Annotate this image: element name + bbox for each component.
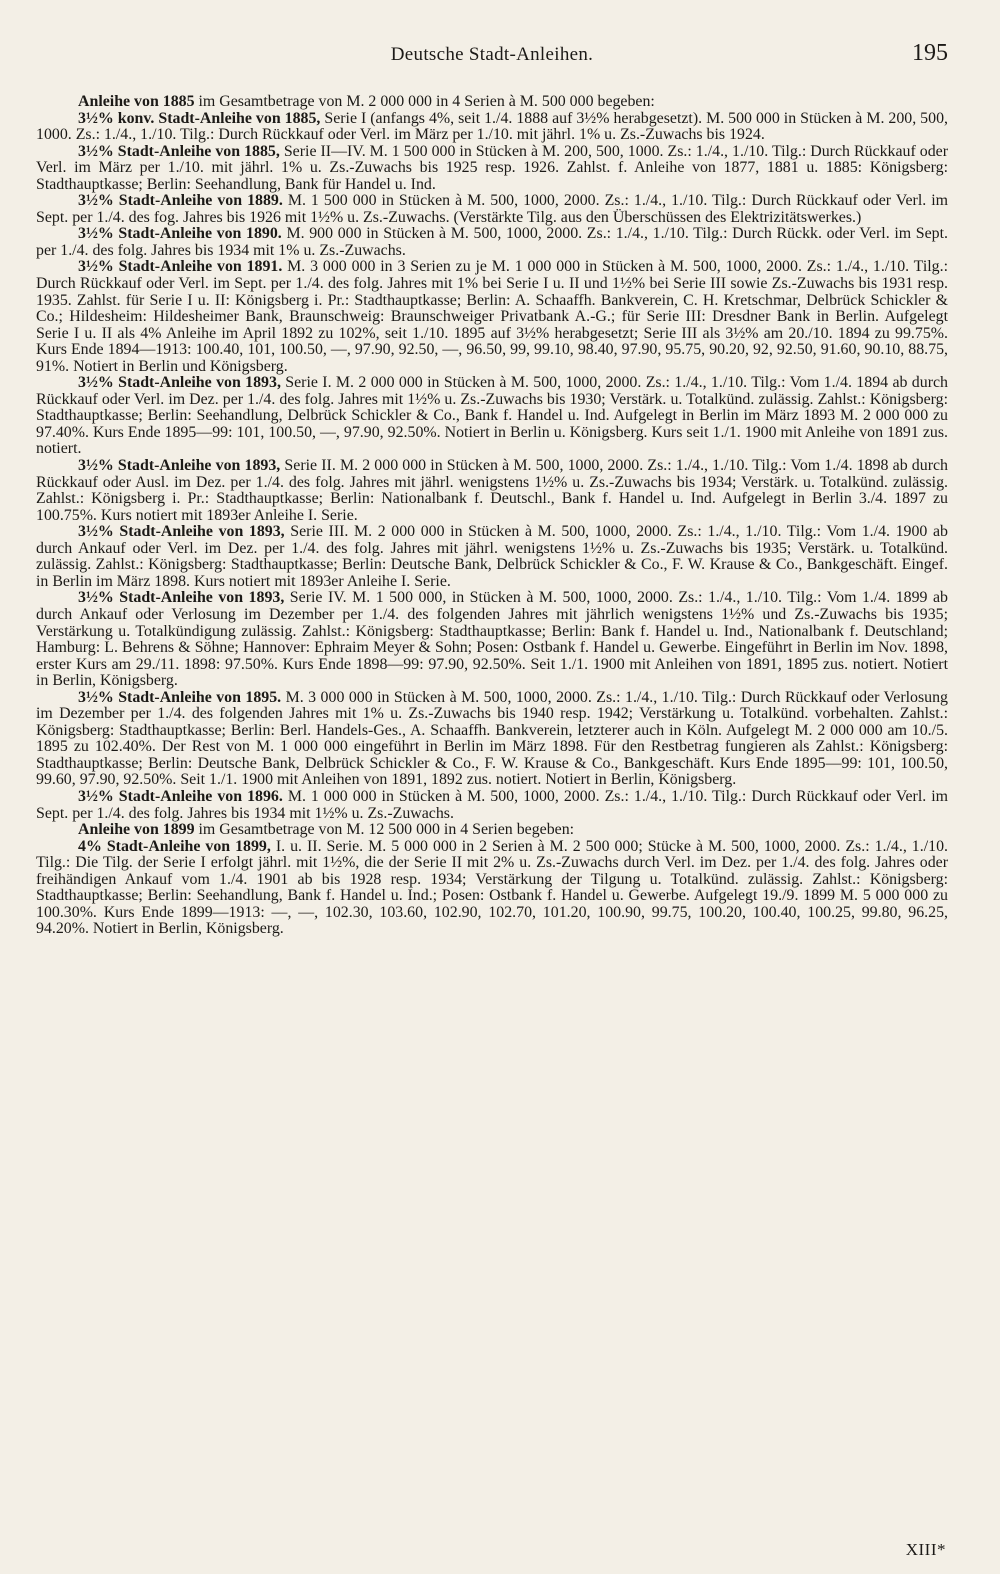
entry-paragraph — [36, 590, 948, 689]
entry-text: Serie II. M. 2 000 000 in Stücken à M. 500, 1000, 2000. Zs.: 1./4., 1./10. Tilg.: Vom 1./4. 1898 ab durch Rückkauf oder Ausl. im Dez. per 1./4. des folg. Jahres mit jährl. wenigstens 1½% u. Zs.-Zuwachs bis 1934; Verstärk. u. Totalkünd. zulässig. Zahlst.: Königsberg i. Pr.: Stadthauptkasse; Berlin: Nationalbank f. Deutschl., Bank f. Handel u. Ind. Aufgelegt in Berlin 3./4. 1897 zu 100.75%. Kurs notiert mit 1893er Anleihe I. Serie. — [36, 457, 948, 524]
entry-paragraph — [36, 789, 948, 822]
entry-text: M. 3 000 000 in Stücken à M. 500, 1000, 2000. Zs.: 1./4., 1./10. Tilg.: Durch Rückkauf oder Verlosung im Dezember per 1./4. des folgenden Jahres mit 1% u. Zs.-Zuwachs bis 1940 resp. 1942; Verstärkung u. Totalkünd. vorbehalten. Zahlst.: Königsberg: Stadthauptkasse; Berlin: Berl. Handels-Ges., A. Schaaffh. Bankverein, letzterer auch in Köln. Aufgelegt M. 2 000 000 am 10./5. 1895 zu 102.40%. Der Rest von M. 1 000 000 eingeführt in Berlin im März 1898. Für den Restbetrag fungieren als Zahlst.: Königsberg: Stadthauptkasse; Berlin: Deutsche Bank, Delbrück Schickler & Co., F. W. Krause & Co., Bankgeschäft. Kurs Ende 1895—99: 101, 100.50, 99.60, 97.90, 92.50%. Seit 1./1. 1900 mit Anleihen von 1891, 1892 zus. notiert. Notiert in Berlin, Königsberg. — [36, 688, 948, 789]
entry-text: Serie I. M. 2 000 000 in Stücken à M. 500, 1000, 2000. Zs.: 1./4., 1./10. Tilg.: Vom 1./4. 1894 ab durch Rückkauf oder Verl. im Dez. per 1./4. des folg. Jahres mit 1½% u. Zs.-Zuwachs bis 1930; Verstärk. u. Totalkünd. zulässig. Zahlst.: Königsberg: Stadthauptkasse; Berlin: Seehandlung, Delbrück Schickler & Co., Bank f. Handel u. Ind. Aufgelegt in Berlin im März 1893 M. 2 000 000 zu 97.40%. Kurs Ende 1895—99: 101, 100.50, —, 97.90, 92.50%. Notiert in Berlin u. Königsberg. Kurs seit 1./1. 1900 mit Anleihe von 1891 zus. notiert. — [36, 374, 948, 458]
entry-heading: 4% Stadt-Anleihe von 1899, — [78, 837, 271, 855]
entry-paragraph — [36, 458, 948, 524]
entry-paragraph — [36, 144, 948, 194]
entry-heading: 3½% konv. Stadt-Anleihe von 1885, — [78, 109, 321, 127]
entry-text: Serie II—IV. M. 1 500 000 in Stücken à M. 200, 500, 1000. Zs.: 1./4., 1./10. Tilg.: Durch Rückkauf oder Verl. im März per 1./10. mit jährl. 1% u. Zs.-Zuwachs bis 1925 resp. 1926. Zahlst. f. Anleihe von 1877, 1881 u. 1885: Königsberg: Stadthauptkasse; Berlin: Seehandlung, Bank für Handel u. Ind. — [36, 142, 948, 193]
running-title: Deutsche Stadt-Anleihen. — [390, 44, 594, 65]
entry-text: I. u. II. Serie. M. 5 000 000 in 2 Serien à M. 2 500 000; Stücke à M. 500, 1000, 2000. Zs.: 1./4., 1./10. Tilg.: Die Tilg. der Serie I erfolgt jährl. mit 1½%, die der Serie II mit 2% u. Zs.-Zuwachs durch Verl. im Dez. per 1./4. des folg. Jahres oder freihändigen Ankauf vom 1./4. 1901 ab bis 1928 resp. 1934; Verstärkung der Tilgung u. Totalkünd. zulässig. Zahlst.: Königsberg: Stadthauptkasse; Berlin: Seehandlung, Bank f. Handel u. Ind.; Posen: Ostbank f. Handel u. Gewerbe. Aufgelegt 19./9. 1899 M. 5 000 000 zu 100.30%. Kurs Ende 1899—1913: —, —, 102.30, 103.60, 102.90, 102.70, 101.20, 100.90, 99.75, 100.20, 100.40, 100.25, 99.80, 96.25, 94.20%. Notiert in Berlin, Königsberg. — [36, 837, 949, 938]
entry-heading: 3½% Stadt-Anleihe von 1893, — [78, 374, 281, 392]
entry-paragraph — [36, 226, 948, 259]
entry-heading: Anleihe von 1899 — [78, 821, 195, 839]
entry-heading: 3½% Stadt-Anleihe von 1893, — [78, 589, 285, 607]
text-body — [36, 94, 948, 938]
entry-paragraph — [36, 690, 948, 789]
entry-paragraph — [36, 111, 948, 144]
entry-heading: 3½% Stadt-Anleihe von 1890. — [78, 225, 282, 243]
sheet-signature: XIII* — [905, 1540, 946, 1559]
entry-paragraph — [36, 839, 948, 938]
entry-text: Serie IV. M. 1 500 000, in Stücken à M. 500, 1000, 2000. Zs.: 1./4., 1./10. Tilg.: Vom 1./4. 1899 ab durch Ankauf oder Verlosung im Dezember per 1./4. des folgenden Jahres mit jährlich wenigstens 1½% und Zs.-Zuwachs bis 1935; Verstärkung u. Totalkündigung zulässig. Zahlst.: Königsberg: Stadthauptkasse; Berlin: Bank f. Handel u. Ind., Nationalbank f. Deutschland; Hamburg: L. Behrens & Söhne; Hannover: Ephraim Meyer & Sohn; Posen: Ostbank f. Handel u. Gewerbe. Eingeführt in Berlin im Nov. 1898, erster Kurs am 29./11. 1898: 97.50%. Kurs Ende 1898—99: 97.90, 92.50%. Seit 1./1. 1900 mit Anleihen von 1891, 1895 zus. notiert. Notiert in Berlin, Königsberg. — [36, 589, 948, 690]
entry-paragraph — [36, 94, 948, 111]
entry-heading: 3½% Stadt-Anleihe von 1895. — [78, 688, 282, 706]
entry-text: im Gesamtbetrage von M. 12 500 000 in 4 Serien begeben: — [194, 821, 575, 839]
entry-paragraph — [36, 524, 948, 590]
entry-text: M. 1 000 000 in Stücken à M. 500, 1000, 2000. Zs.: 1./4., 1./10. Tilg.: Durch Rückkauf oder Verl. im Sept. per 1./4. des folg. Jahres bis 1934 mit 1½% u. Zs.-Zuwachs. — [36, 787, 948, 822]
entry-text: Serie III. M. 2 000 000 in Stücken à M. 500, 1000, 2000. Zs.: 1./4., 1./10. Tilg.: Vom 1./4. 1900 ab durch Ankauf oder Verl. im Dez. per 1./4. des folg. Jahres mit jährl. wenigstens 1½% u. Zs.-Zuwachs bis 1935; Verstärk. u. Totalkünd. zulässig. Zahlst.: Königsberg: Stadthauptkasse; Berlin: Deutsche Bank, Delbrück Schickler & Co., F. W. Krause & Co., Bankgeschäft. Eingef. in Berlin im März 1898. Kurs notiert mit 1893er Anleihe I. Serie. — [36, 523, 948, 590]
entry-heading: 3½% Stadt-Anleihe von 1885, — [78, 142, 280, 160]
entry-heading: 3½% Stadt-Anleihe von 1891. — [78, 258, 283, 276]
entry-heading: 3½% Stadt-Anleihe von 1889. — [78, 192, 283, 210]
entry-text: Serie I (anfangs 4%, seit 1./4. 1888 auf 3½% herabgesetzt). M. 500 000 in Stücken à M. 200, 500, 1000. Zs.: 1./4., 1./10. Tilg.: Durch Rückkauf oder Verl. im März per 1./10. mit jährl. 1% u. Zs.-Zuwachs bis 1924. — [36, 109, 948, 144]
entry-paragraph — [36, 193, 948, 226]
entry-paragraph — [36, 259, 948, 375]
entry-text: M. 3 000 000 in 3 Serien zu je M. 1 000 000 in Stücken à M. 500, 1000, 2000. Zs.: 1./4., 1./10. Tilg.: Durch Rückkauf oder Verl. im Sept. per 1./4. des folg. Jahres mit 1% bei Serie I u. II und 1½% bei Serie III sowie Zs.-Zuwachs bis 1931 resp. 1935. Zahlst. für Serie I u. II: Königsberg i. Pr.: Stadthauptkasse; Berlin: A. Schaaffh. Bankverein, C. H. Kretschmar, Delbrück Schickler & Co.; Hildesheim: Hildesheimer Bank, Braunschweig: Braunschweiger Privatbank A.-G.; für Serie III: Dresdner Bank in Berlin. Aufgelegt Serie I u. II als 4% Anleihe im April 1892 zu 102%, seit 1./10. 1895 auf 3½% herabgesetzt; Serie III als 3½% am 20./10. 1894 zu 99.75%. Kurs Ende 1894—1913: 100.40, 101, 100.50, —, 97.90, 92.50, —, 96.50, 99, 99.10, 98.40, 97.90, 95.75, 90.20, 92, 92.50, 91.60, 90.10, 88.75, 91%. Notiert in Berlin und Königsberg. — [36, 258, 948, 375]
running-header — [36, 38, 948, 82]
entry-heading: 3½% Stadt-Anleihe von 1893, — [78, 523, 285, 541]
entry-heading: 3½% Stadt-Anleihe von 1893, — [78, 457, 281, 475]
entry-heading: Anleihe von 1885 — [78, 93, 195, 110]
entry-paragraph — [36, 822, 948, 839]
entry-text: M. 1 500 000 in Stücken à M. 500, 1000, 2000. Zs.: 1./4., 1./10. Tilg.: Durch Rückkauf oder Verl. im Sept. per 1./4. des fog. Jahres bis 1926 mit 1½% u. Zs.-Zuwachs. (Verstärkte Tilg. aus den Überschüssen des Elektrizitätswerkes.) — [36, 192, 948, 226]
entry-text: im Gesamtbetrage von M. 2 000 000 in 4 Serien à M. 500 000 begeben: — [194, 93, 655, 110]
entry-text: M. 900 000 in Stücken à M. 500, 1000, 2000. Zs.: 1./4., 1./10. Tilg.: Durch Rückk. oder Verl. im Sept. per 1./4. des folg. Jahres bis 1934 mit 1% u. Zs.-Zuwachs. — [36, 225, 948, 259]
page-number: 195 — [912, 40, 948, 66]
entry-paragraph — [36, 375, 948, 458]
entry-heading: 3½% Stadt-Anleihe von 1896. — [78, 787, 283, 805]
